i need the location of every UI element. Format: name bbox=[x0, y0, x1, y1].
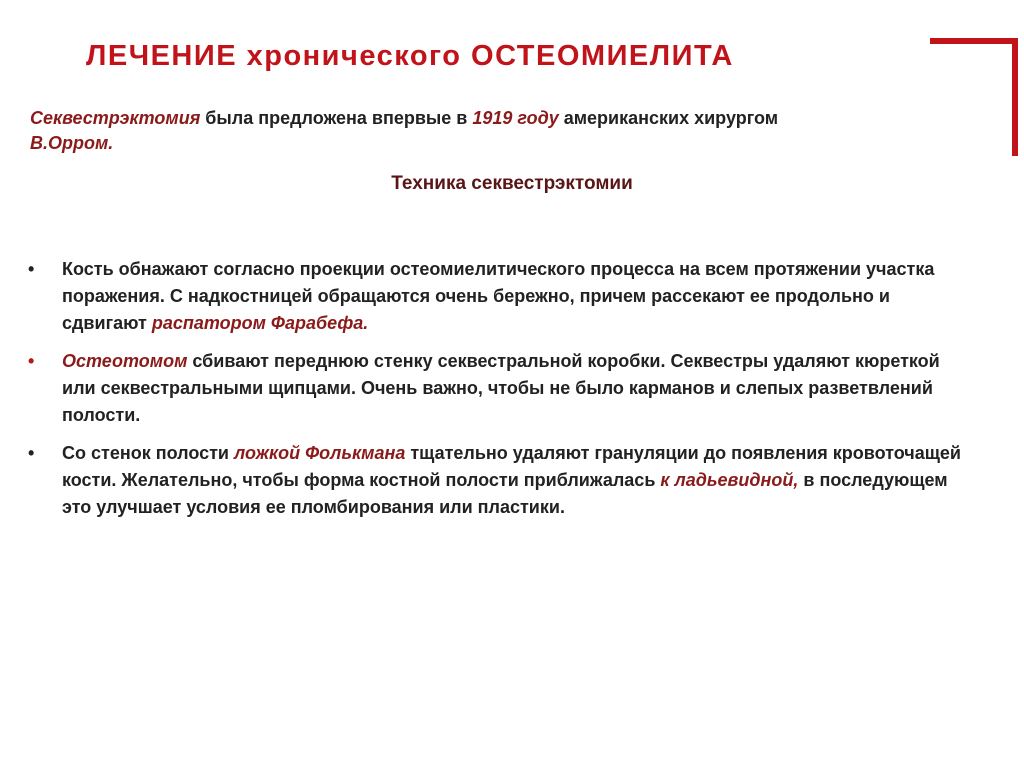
corner-accent-horizontal bbox=[930, 38, 1018, 44]
section-subtitle: Техника секвестрэктомии bbox=[391, 173, 633, 194]
bullet-marker: • bbox=[28, 443, 35, 463]
bullet-text: Кость обнажают согласно проекции остеомиелитического процесса на всем протяжении участка поражения. С надкостницей обращаются очень бережно, причем рассекают ее продольно и сдвигают bbox=[62, 259, 935, 333]
list-item bbox=[26, 440, 976, 521]
intro-term: Секвестрэктомия bbox=[30, 108, 201, 128]
bullet-emphasis: к ладьевидной, bbox=[660, 470, 799, 490]
intro-text-2: американских хирургом bbox=[558, 108, 779, 128]
slide-title: ЛЕЧЕНИЕ хронического ОСТЕОМИЕЛИТА bbox=[86, 40, 734, 72]
intro-year: 1919 году bbox=[472, 108, 559, 128]
bullet-text: тщательно удаляют грануляции до появления кровоточащей кости. Желательно, чтобы форма костной полости приближалась bbox=[62, 443, 961, 490]
list-item bbox=[26, 348, 976, 429]
bullet-emphasis: распатором Фарабефа. bbox=[151, 313, 369, 333]
bullet-marker: • bbox=[28, 351, 35, 371]
intro-paragraph bbox=[30, 106, 990, 156]
bullet-emphasis: Остеотомом bbox=[62, 351, 188, 371]
list-item bbox=[26, 256, 976, 337]
bullet-marker: • bbox=[28, 259, 35, 279]
bullet-text: Со стенок полости bbox=[62, 443, 234, 463]
bullet-text: сбивают переднюю стенку секвестральной коробки. Секвестры удаляют кюреткой или секвестральными щипцами. Очень важно, чтобы не было карманов и слепых разветвлений полости. bbox=[62, 351, 940, 425]
bullet-emphasis: ложкой Фолькмана bbox=[233, 443, 406, 463]
intro-author: В.Орром. bbox=[30, 133, 114, 153]
bullet-list bbox=[26, 256, 976, 532]
intro-text-1: была предложена впервые в bbox=[200, 108, 473, 128]
bullet-text: в последующем это улучшает условия ее пломбирования или пластики. bbox=[62, 470, 948, 517]
corner-accent-vertical bbox=[1012, 38, 1018, 156]
